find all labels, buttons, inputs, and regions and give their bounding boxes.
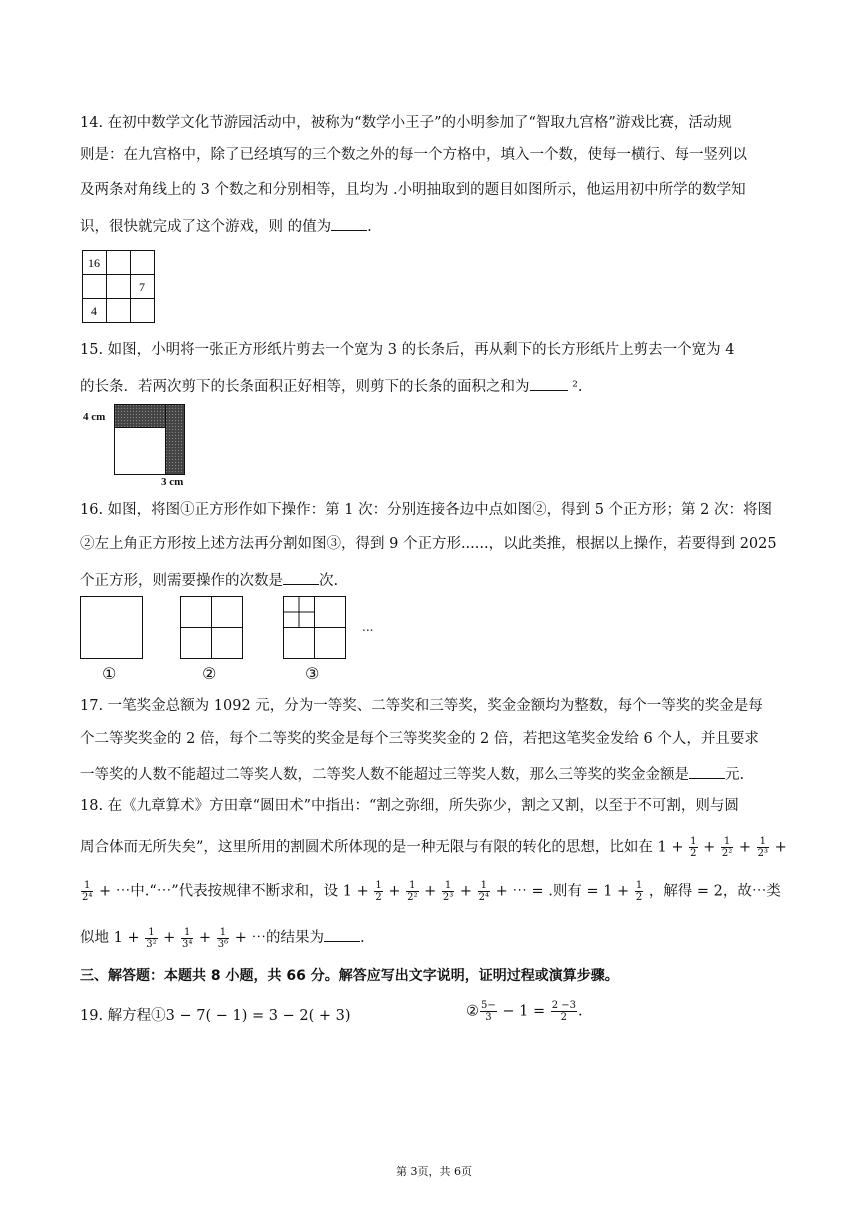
q14-line3: 及两条对角线上的 3 个数之和分别相等，且均为 .小明抽取到的题目如图所示，他运用初中所学的数学知 bbox=[80, 182, 746, 198]
caption-2: ② bbox=[202, 664, 217, 683]
right-strip bbox=[166, 405, 185, 475]
frac-1-2pow4: $\frac{1}{\text{2⁴}}$ bbox=[82, 880, 93, 903]
frac-1-2sq: $\frac{1}{\text{2²}}$ bbox=[721, 836, 733, 859]
q18-line3-text-a: + ⋯中.“⋯”代表按规律不断求和，设 1 + bbox=[98, 883, 369, 900]
q14-answer-blank bbox=[331, 214, 367, 231]
frac-e: $\frac{1}{2}$ bbox=[635, 880, 643, 903]
caption-1: ① bbox=[102, 664, 117, 683]
q14-line2: 则是：在九宫格中，除了已经填写的三个数之外的每一个方格中，填入一个数，使每一横行、每一竖列以 bbox=[80, 147, 747, 163]
frac-a: $\frac{1}{2}$ bbox=[375, 880, 382, 903]
frac-1-3pow4: $\frac{1}{\text{3⁴}}$ bbox=[181, 926, 193, 950]
q18-line4-end: . bbox=[359, 930, 365, 946]
figure-ellipsis: ... bbox=[362, 620, 374, 634]
q19-part2-marker: ② bbox=[466, 1003, 479, 1020]
section-3-heading: 三、解答题：本题共 8 小题，共 66 分。解答应写出文字说明，证明过程或演算步骤。 bbox=[80, 968, 619, 984]
q19-part2-mid: − 1 = bbox=[502, 1003, 546, 1020]
frac-1-3pow6: $\frac{1}{\text{3⁶}}$ bbox=[217, 926, 229, 950]
frac-d: $\frac{1}{\text{2⁴}}$ bbox=[478, 880, 490, 903]
q17-line3-end: 元. bbox=[725, 767, 745, 783]
magic-square-grid bbox=[82, 250, 156, 324]
grid-cell-7: 4 bbox=[91, 304, 97, 318]
q14-line4-end: . bbox=[367, 219, 372, 235]
q19-frac2: $\frac{2 -3}{2}$ bbox=[551, 1000, 577, 1023]
frac-1-2cube: $\frac{1}{\text{2³}}$ bbox=[757, 836, 768, 859]
paper-strip-figure bbox=[114, 404, 186, 476]
top-strip bbox=[115, 405, 166, 428]
q16-line2: ②左上角正方形按上述方法再分割如图③，得到 9 个正方形......，以此类推，根据以上操作，若要得到 2025 bbox=[80, 536, 777, 552]
label-3cm: 3 cm bbox=[161, 476, 184, 488]
label-4cm: 4 cm bbox=[83, 411, 106, 423]
q19-part2 bbox=[466, 1000, 583, 1023]
figure-1-square bbox=[80, 596, 144, 660]
q18-line3-text-b: + ⋯ = .则有 = 1 + bbox=[495, 883, 630, 900]
q18-line4-text-a: 似地 1 + bbox=[80, 930, 140, 946]
frac-1-2: $\frac{1}{2}$ bbox=[690, 836, 697, 859]
frac-1-3sq: $\frac{1}{\text{3²}}$ bbox=[146, 926, 157, 950]
q14-line4-text: 识，很快就完成了这个游戏，则 的值为 bbox=[80, 219, 332, 235]
q17-line3-text: 一等奖的人数不能超过二等奖人数，二等奖人数不能超过三等奖人数，那么三等奖的奖金金额是 bbox=[80, 767, 689, 783]
q15-line2-text: 的长条．若两次剪下的长条面积正好相等，则剪下的长条的面积之和为 bbox=[80, 379, 530, 395]
q15-line2-end: ². bbox=[567, 379, 583, 395]
q18-line3-text-c: ，解得 = 2，故⋯类 bbox=[648, 883, 781, 900]
q19-frac1: $\frac{5-}{3}$ bbox=[481, 1000, 496, 1023]
q17-answer-blank bbox=[689, 762, 725, 779]
q16-line3-text: 个正方形，则需要操作的次数是 bbox=[80, 573, 283, 589]
figure-3-square bbox=[283, 596, 347, 660]
q18-line4: 似地 1 + $\frac{1}{\text{3²}}$ + $\frac{1}{\text{3⁴}}$ + $\frac{1}{\text{3⁶}}$ + ⋯的结果为 . bbox=[80, 926, 365, 950]
q15-answer-blank bbox=[530, 374, 568, 391]
caption-3: ③ bbox=[305, 664, 320, 683]
q19-part2-end: . bbox=[578, 1003, 583, 1020]
q16-line3 bbox=[80, 568, 338, 591]
q14-line1: 14. 在初中数学文化节游园活动中，被称为“数学小王子”的小明参加了“智取九宫格”游戏比赛，活动规 bbox=[80, 115, 732, 131]
grid-cell-1: 16 bbox=[88, 256, 100, 270]
q15-line2 bbox=[80, 374, 583, 397]
q17-line3 bbox=[80, 762, 744, 785]
q18-line1: 18. 在《九章算术》方田章“圆田术”中指出：“割之弥细，所失弥少，割之又割，以至于不可割，则与圆 bbox=[80, 798, 739, 814]
q18-line4-text-b: + ⋯的结果为 bbox=[234, 930, 324, 946]
q16-line1: 16. 如图，将图①正方形作如下操作：第 1 次：分别连接各边中点如图②，得到 5 个正方形；第 2 次：将图 bbox=[80, 502, 772, 518]
q17-line2: 个二等奖奖金的 2 倍，每个二等奖的奖金是每个三等奖奖金的 2 倍，若把这笔奖金发给 6 个人，并且要求 bbox=[80, 731, 759, 747]
figure-2-square bbox=[180, 596, 244, 660]
q14-line4 bbox=[80, 214, 372, 237]
page-footer: 第 3页，共 6页 bbox=[396, 1165, 472, 1178]
q16-answer-blank bbox=[283, 568, 319, 585]
q18-line2: 周合体而无所失矣”，这里所用的割圆术所体现的是一种无限与有限的转化的思想，比如在 1 + $\frac{1}{2}$ + $\frac{1}{\text{2²}}$ + $\frac{1}{\text{2³}}$ + bbox=[80, 836, 787, 859]
q18-line2-text: 周合体而无所失矣”，这里所用的割圆术所体现的是一种无限与有限的转化的思想，比如在 1 + bbox=[80, 839, 684, 856]
q18-answer-blank bbox=[324, 925, 360, 942]
q18-line3: $\frac{1}{\text{2⁴}}$ + ⋯中.“⋯”代表按规律不断求和，设 1 + $\frac{1}{2}$ + $\frac{1}{\text{2²}}$ + $\frac{1}{\text{2³}}$ + $\frac{1}{\text{2⁴}}$ + ⋯ = .则有 = 1 + $\frac{1}{2}$ ，解得 = 2，故⋯类 bbox=[82, 880, 781, 903]
q17-line1: 17. 一笔奖金总额为 1092 元，分为一等奖、二等奖和三等奖，奖金金额均为整数，每个一等奖的奖金是每 bbox=[80, 698, 763, 714]
q15-line1: 15. 如图，小明将一张正方形纸片剪去一个宽为 3 的长条后，再从剩下的长方形纸片上剪去一个宽为 4 bbox=[80, 342, 735, 358]
frac-c: $\frac{1}{\text{2³}}$ bbox=[442, 880, 454, 903]
q19-part1: 19. 解方程①3 − 7( − 1) = 3 − 2( + 3) bbox=[80, 1008, 351, 1024]
q16-line3-end: 次. bbox=[319, 573, 339, 589]
frac-b: $\frac{1}{\text{2²}}$ bbox=[407, 880, 418, 903]
grid-cell-6: 7 bbox=[139, 280, 145, 294]
